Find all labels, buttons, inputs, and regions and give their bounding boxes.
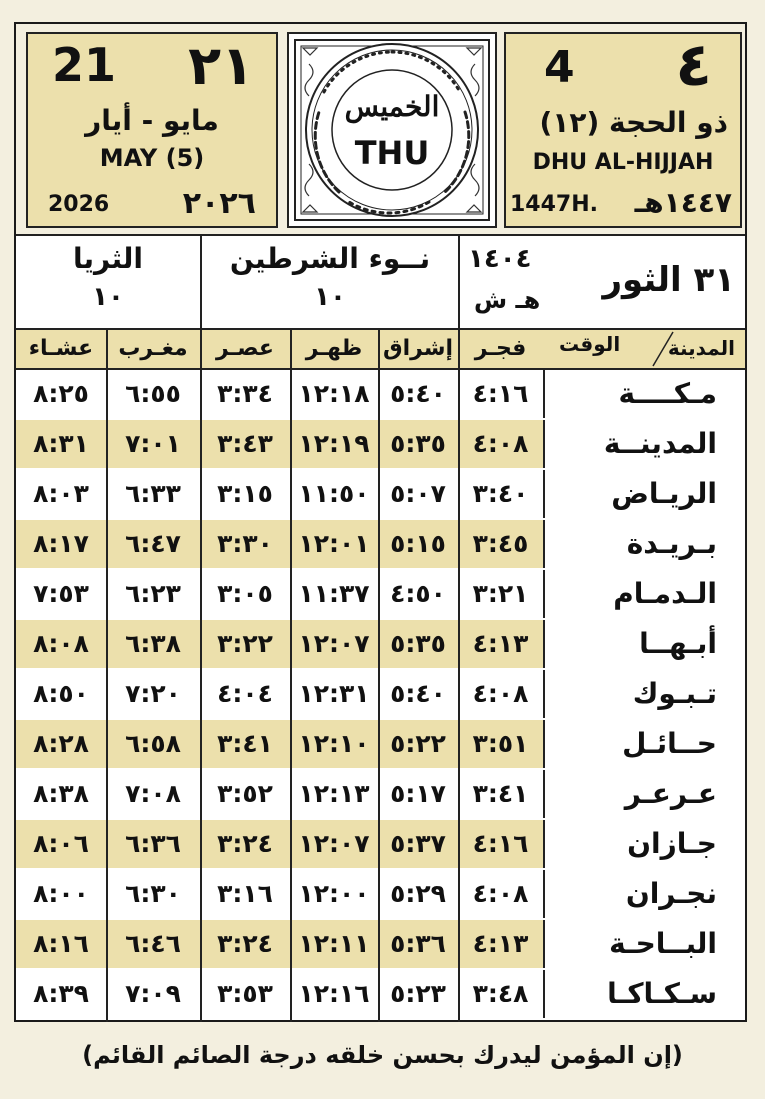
hijri-year-latin: 1447H.	[510, 192, 598, 217]
header-maghrib: مغـرب	[118, 336, 188, 361]
anwa-value: ١٠	[314, 282, 346, 312]
city-name: تـبـوك	[543, 670, 743, 718]
time-maghrib: ٦:٥٥	[125, 379, 181, 408]
city-name: بـريـدة	[543, 520, 743, 568]
city-name: سـكـاكـا	[543, 970, 743, 1018]
time-maghrib: ٦:٢٣	[125, 579, 181, 608]
time-asr: ٣:٥٣	[217, 979, 273, 1008]
hijri-day-latin: 4	[544, 42, 575, 93]
table-row	[16, 370, 745, 418]
solar-year-suffix: هـ ش	[474, 286, 541, 314]
gregorian-year-latin: 2026	[48, 192, 110, 217]
table-row	[16, 970, 745, 1018]
time-maghrib: ٧:٠٨	[125, 779, 181, 808]
time-cells	[16, 470, 543, 518]
time-isha: ٧:٥٣	[33, 579, 89, 608]
time-isha: ٨:٣٨	[33, 779, 89, 808]
time-asr: ٤:٠٤	[217, 679, 273, 708]
calendar-header	[16, 24, 745, 234]
time-sunrise: ٥:١٥	[390, 529, 446, 558]
time-isha: ٨:٠٦	[33, 829, 89, 858]
time-fajr: ٤:٠٨	[472, 879, 529, 908]
header-asr: عصـر	[216, 336, 274, 361]
table-row	[16, 620, 745, 668]
time-fajr: ٤:٠٨	[472, 679, 529, 708]
city-name: حــائـل	[543, 720, 743, 768]
header-sunrise: إشراق	[382, 336, 454, 361]
time-isha: ٨:٠٨	[33, 629, 89, 658]
time-sunrise: ٥:٢٩	[390, 879, 446, 908]
city-name: مـكــــة	[543, 370, 743, 418]
time-cells	[16, 970, 543, 1018]
time-asr: ٣:٠٥	[217, 579, 273, 608]
table-row	[16, 870, 745, 918]
time-cells	[16, 870, 543, 918]
gregorian-month-arabic: مايو - أيار	[85, 104, 219, 137]
time-asr: ٣:٢٤	[217, 829, 273, 858]
time-asr: ٣:٣٤	[217, 379, 273, 408]
hijri-day-arabic: ٤	[675, 30, 712, 100]
time-sunrise: ٥:٢٢	[390, 729, 446, 758]
time-dhuhr: ١٢:٠١	[298, 529, 370, 558]
header-isha: عشـاء	[28, 336, 94, 361]
header-fajr: فجـر	[474, 336, 527, 361]
table-row	[16, 470, 745, 518]
column-divider	[106, 330, 108, 1022]
time-asr: ٣:٢٢	[217, 629, 273, 658]
calendar-card	[14, 22, 747, 1022]
time-dhuhr: ١٢:٠٧	[298, 829, 370, 858]
city-name: أبـهــا	[543, 620, 743, 668]
time-fajr: ٣:٤٠	[472, 479, 529, 508]
footer-quote: (إن المؤمن ليدرك بحسن خلقه درجة الصائم القائم)	[82, 1041, 683, 1069]
time-cells	[16, 570, 543, 618]
time-isha: ٨:٠٠	[33, 879, 89, 908]
season-info-band	[16, 234, 745, 330]
time-maghrib: ٦:٣٦	[125, 829, 181, 858]
hijri-month-arabic: ذو الحجة (١٢)	[539, 106, 728, 139]
time-maghrib: ٦:٤٦	[125, 929, 181, 958]
time-fajr: ٤:١٦	[472, 379, 529, 408]
time-sunrise: ٥:٣٥	[390, 429, 446, 458]
anwa-label: نــوء الشرطين	[229, 242, 431, 275]
time-cells	[16, 420, 543, 468]
time-sunrise: ٥:٢٣	[390, 979, 446, 1008]
time-sunrise: ٥:٣٧	[390, 829, 446, 858]
time-cells	[16, 770, 543, 818]
solar-date-cell	[458, 236, 745, 328]
time-fajr: ٣:٤٨	[472, 979, 529, 1008]
table-row	[16, 820, 745, 868]
time-asr: ٣:١٥	[217, 479, 273, 508]
header-city-time	[543, 330, 745, 368]
table-row	[16, 520, 745, 568]
time-isha: ٨:٥٠	[33, 679, 89, 708]
time-cells	[16, 370, 543, 418]
time-asr: ٣:٥٢	[217, 779, 273, 808]
time-sunrise: ٥:٠٧	[390, 479, 446, 508]
time-dhuhr: ١١:٣٧	[298, 579, 370, 608]
gregorian-date-box	[26, 32, 278, 228]
solar-day: ٣١ الثور	[602, 260, 735, 300]
time-dhuhr: ١٢:١٦	[298, 979, 370, 1008]
time-sunrise: ٥:٣٦	[390, 929, 446, 958]
time-maghrib: ٦:٣٠	[125, 879, 181, 908]
column-divider	[290, 330, 292, 1022]
time-cells	[16, 520, 543, 568]
table-row	[16, 770, 745, 818]
time-sunrise: ٥:١٧	[390, 779, 446, 808]
time-fajr: ٣:٥١	[472, 729, 529, 758]
time-dhuhr: ١٢:١٨	[298, 379, 370, 408]
anwa-cell	[200, 236, 458, 328]
time-maghrib: ٧:٢٠	[125, 679, 181, 708]
table-row	[16, 420, 745, 468]
time-asr: ٣:٤١	[217, 729, 273, 758]
time-cells	[16, 620, 543, 668]
column-divider	[200, 330, 202, 1022]
header-dhuhr: ظهـر	[305, 336, 363, 361]
time-cells	[16, 920, 543, 968]
star-cell	[16, 236, 200, 328]
table-row	[16, 920, 745, 968]
gregorian-day-latin: 21	[52, 38, 117, 92]
city-name: الـدمـام	[543, 570, 743, 618]
city-name: البــاحـة	[543, 920, 743, 968]
city-name: الريـاض	[543, 470, 743, 518]
hijri-month-latin: DHU AL-HIJJAH	[532, 150, 714, 175]
time-fajr: ٤:١٦	[472, 829, 529, 858]
time-cells	[16, 670, 543, 718]
time-dhuhr: ١٢:٣١	[298, 679, 370, 708]
time-cells	[16, 820, 543, 868]
time-dhuhr: ١١:٥٠	[298, 479, 370, 508]
time-isha: ٨:١٧	[33, 529, 89, 558]
time-isha: ٨:٢٨	[33, 729, 89, 758]
time-maghrib: ٦:٤٧	[125, 529, 181, 558]
time-fajr: ٣:٤٥	[472, 529, 529, 558]
column-divider	[458, 330, 460, 1022]
time-asr: ٣:٢٤	[217, 929, 273, 958]
gregorian-month-latin: MAY (5)	[99, 144, 205, 172]
star-label: الثريا	[73, 242, 143, 275]
time-maghrib: ٦:٣٣	[125, 479, 181, 508]
city-name: المدينــة	[543, 420, 743, 468]
time-sunrise: ٤:٥٠	[390, 579, 446, 608]
time-dhuhr: ١٢:١٩	[298, 429, 370, 458]
time-dhuhr: ١٢:١٠	[298, 729, 370, 758]
table-row	[16, 570, 745, 618]
weekday-emblem	[287, 32, 497, 228]
time-sunrise: ٥:٣٥	[390, 629, 446, 658]
ornament-frame-icon	[289, 34, 495, 226]
header-city: المدينة	[667, 336, 735, 360]
time-asr: ٣:١٦	[217, 879, 273, 908]
time-dhuhr: ١٢:٠٠	[298, 879, 370, 908]
time-dhuhr: ١٢:١١	[298, 929, 370, 958]
gregorian-day-arabic: ٢١	[188, 34, 254, 97]
time-fajr: ٤:٠٨	[472, 429, 529, 458]
weekday-latin: THU	[354, 134, 430, 172]
column-divider	[378, 330, 380, 1022]
prayer-table-header	[16, 330, 745, 370]
hijri-year-arabic: ١٤٤٧هـ	[634, 186, 732, 219]
table-row	[16, 720, 745, 768]
time-maghrib: ٧:٠٩	[125, 979, 181, 1008]
city-name: عـرعـر	[543, 770, 743, 818]
solar-year: ١٤٠٤	[468, 244, 532, 274]
time-maghrib: ٧:٠١	[125, 429, 181, 458]
time-isha: ٨:١٦	[33, 929, 89, 958]
header-time: الوقت	[559, 332, 621, 356]
hijri-date-box	[504, 32, 742, 228]
time-fajr: ٤:١٣	[472, 929, 529, 958]
city-name: جـازان	[543, 820, 743, 868]
time-asr: ٣:٣٠	[217, 529, 273, 558]
star-value: ١٠	[92, 282, 124, 312]
time-fajr: ٤:١٣	[472, 629, 529, 658]
city-name: نجـران	[543, 870, 743, 918]
time-dhuhr: ١٢:٠٧	[298, 629, 370, 658]
time-sunrise: ٥:٤٠	[390, 679, 446, 708]
time-sunrise: ٥:٤٠	[390, 379, 446, 408]
time-maghrib: ٦:٣٨	[125, 629, 181, 658]
time-dhuhr: ١٢:١٣	[298, 779, 370, 808]
time-isha: ٨:٢٥	[33, 379, 89, 408]
time-isha: ٨:٠٣	[33, 479, 89, 508]
weekday-arabic: الخميس	[344, 90, 440, 123]
time-asr: ٣:٤٣	[217, 429, 273, 458]
time-fajr: ٣:٢١	[472, 579, 529, 608]
time-isha: ٨:٣٩	[33, 979, 89, 1008]
time-isha: ٨:٣١	[33, 429, 89, 458]
table-row	[16, 670, 745, 718]
time-fajr: ٣:٤١	[472, 779, 529, 808]
time-maghrib: ٦:٥٨	[125, 729, 181, 758]
gregorian-year-arabic: ٢٠٢٦	[182, 186, 256, 221]
time-cells	[16, 720, 543, 768]
